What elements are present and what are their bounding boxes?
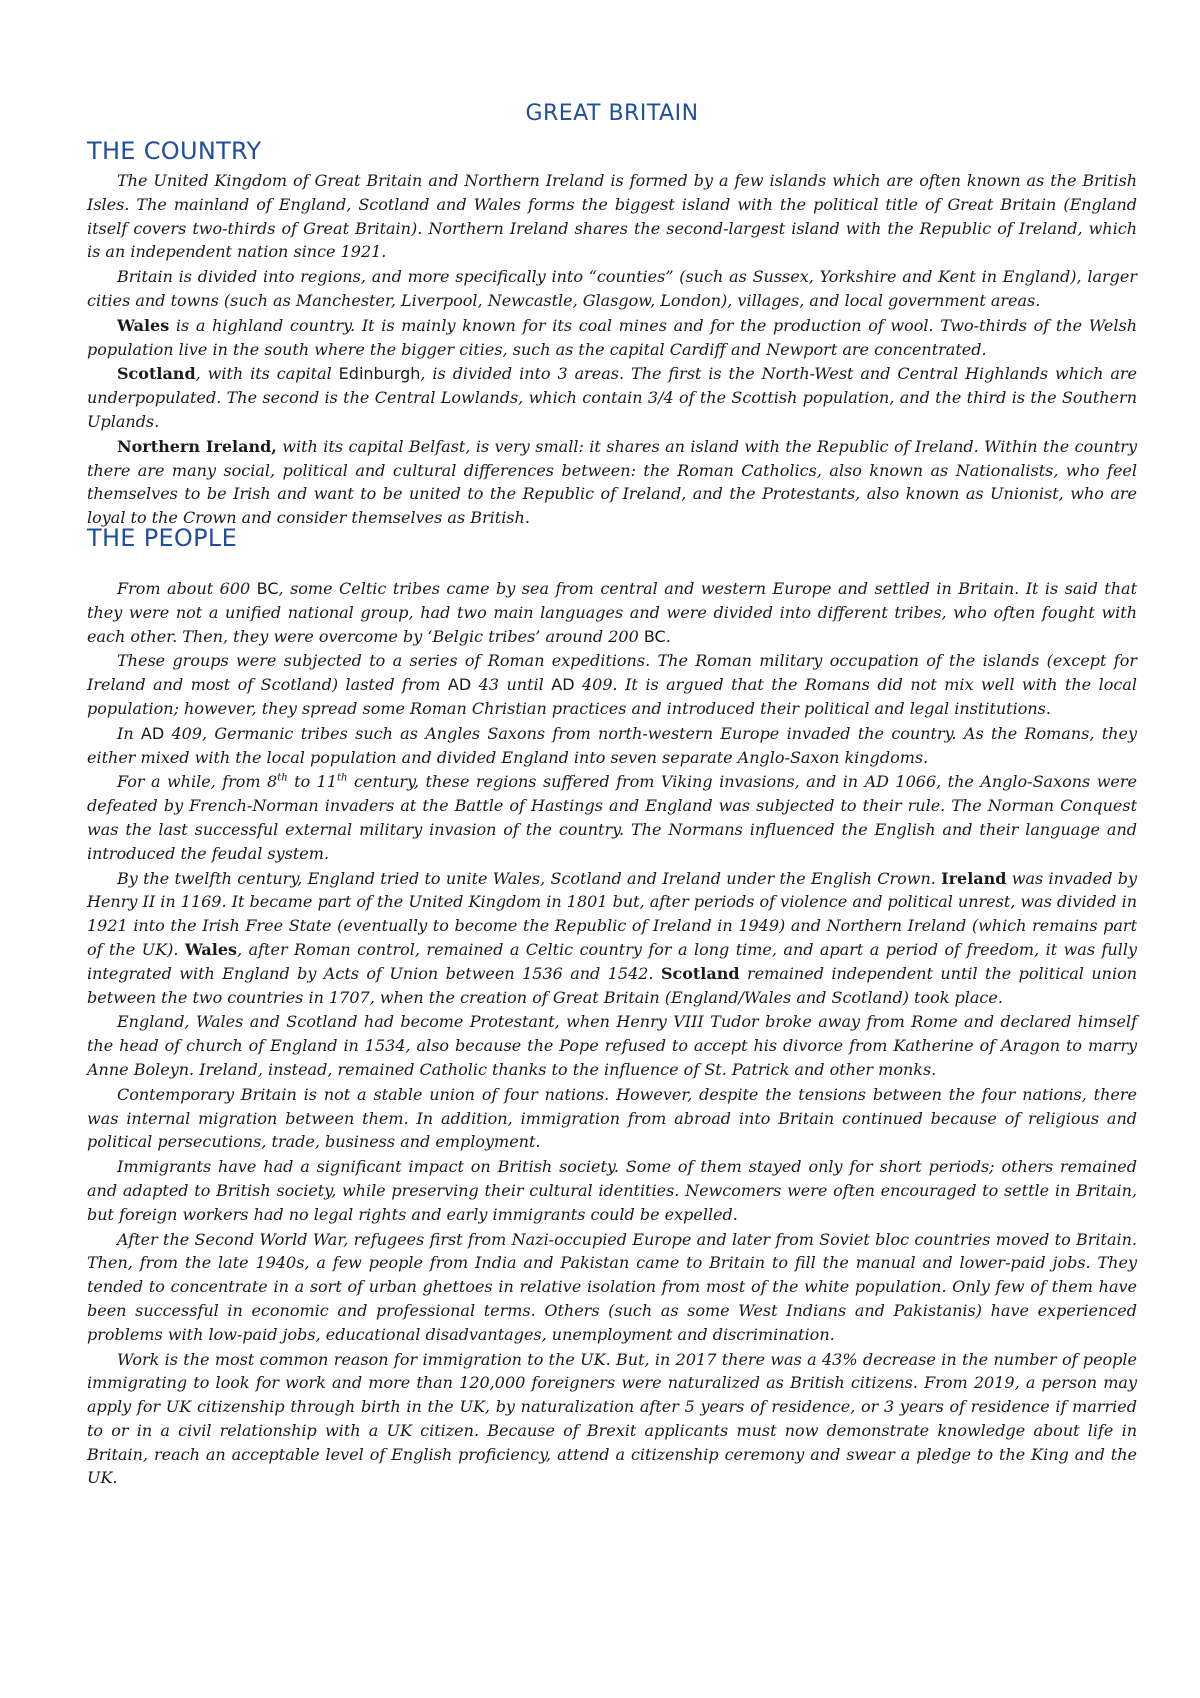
paragraph (87, 770, 1137, 865)
paragraph (87, 649, 1137, 720)
paragraph (87, 867, 1137, 1010)
paragraph (87, 1010, 1137, 1081)
paragraph-text: 409, Germanic tribes such as Angles Saxons from north-western Europe invaded the country. As the Romans, they either mixed with the local population and divided England into seven separate Anglo-Saxon kingdoms. (87, 723, 1137, 767)
paragraph-text: century, these regions suffered from Viking invasions, and in AD 1066, the Anglo-Saxons were defeated by French-Norman invaders at the Battle of Hastings and England was subjected to their rule. The Norman Conquest was the last successful external military invasion of the country. The Normans influenced the English and their language and introduced the feudal system. (87, 772, 1137, 863)
keyword: Scotland (117, 364, 196, 384)
keyword: Northern Ireland, (117, 436, 277, 456)
paragraph (87, 1155, 1137, 1226)
paragraph-text: 409. It is argued that the Romans did not mix well with the local population; however, they spread some Roman Christian practices and introduced their political and legal institutions. (87, 675, 1137, 718)
era-label: BC (256, 579, 279, 598)
paragraph-text: The United Kingdom of Great Britain and Northern Ireland is formed by a few islands which are often known as the British Isles. The mainland of England, Scotland and Wales forms the biggest island with the political title of Great Britain (England itself covers two-thirds of Great Britain). Northern Ireland shares the second-largest island with the Republic of Ireland, which is an independent nation since 1921. (87, 171, 1137, 262)
era-label: AD (447, 675, 472, 695)
paragraph (87, 1348, 1137, 1491)
paragraph (87, 169, 1137, 264)
paragraph-text: For a while, from 8 (117, 772, 278, 792)
section-heading-people: THE PEOPLE (87, 524, 238, 552)
paragraph-text: , with its capital (195, 364, 339, 384)
ordinal-suffix: th (337, 773, 348, 785)
paragraph (87, 265, 1137, 313)
paragraph-text: Contemporary Britain is not a stable union of four nations. However, despite the tensions between the four nations, there was internal migration between them. In addition, immigration from abroad into Britain continued because of religious and political persecutions, trade, business and employment. (87, 1084, 1137, 1152)
keyword: Wales (184, 939, 238, 959)
paragraph-text: , after Roman control, remained a Celtic country for a long time, and apart a period of freedom, it was fully integrated with England by Acts of Union between 1536 and 1542. (87, 939, 1137, 983)
section-country (87, 169, 1137, 530)
paragraph (87, 314, 1137, 362)
paragraph-text: , some Celtic tribes came by sea from central and western Europe and settled in Britain. It is said that they were not a unified national group, had two main languages and were divided into different tribes, who often fought with each other. Then, they were overcome by ‘Belgic tribes’ around 200 (87, 579, 1137, 646)
era-label: AD (140, 723, 165, 743)
paragraph-text: Work is the most common reason for immigration to the UK. But, in 2017 there was a 43% decrease in the number of people immigrating to look for work and more than 120,000 foreigners were naturalized as British citizens. From 2019, a person may apply for UK citizenship through birth in the UK, by naturalization after 5 years of residence, or 3 years of residence if married to or in a civil relationship with a UK citizen. Because of Brexit applicants must now demonstrate knowledge about life in Britain, reach an acceptable level of English proficiency, attend a citizenship ceremony and swear a pledge to the King and the UK. (87, 1349, 1137, 1488)
paragraph-text: These groups were subjected to a series of Roman expeditions. The Roman military occupation of the islands (except for Ireland and most of Scotland) lasted from (87, 651, 1137, 695)
paragraph-text: to 11 (287, 772, 338, 792)
paragraph (87, 435, 1137, 530)
era-label: AD (551, 675, 575, 695)
paragraph-text: with its capital Belfast, is very small: it shares an island with the Republic of Ireland. Within the country there are many social, political and cultural differences between: the Roman Catholics, also known as Nationalists, who feel themselves to be Irish and want to be united to the Republic of Ireland, and the Protestants, also known as Unionist, who are loyal to the Crown and consider themselves as British. (87, 436, 1137, 528)
document-title: GREAT BRITAIN (525, 101, 699, 126)
paragraph-text: England, Wales and Scotland had become Protestant, when Henry VIII Tudor broke away from Rome and declared himself the head of church of England in 1534, also because the Pope refused to accept his divorce from Katherine of Aragon to marry Anne Boleyn. Ireland, instead, remained Catholic thanks to the influence of St. Patrick and other monks. (87, 1012, 1137, 1079)
paragraph-text: In (117, 723, 141, 743)
keyword: Wales (117, 315, 170, 335)
paragraph (87, 577, 1137, 648)
paragraph-text: Immigrants have had a significant impact on British society. Some of them stayed only for short periods; others remained and adapted to British society, while preserving their cultural identities. Newcomers were often encouraged to settle in Britain, but foreign workers had no legal rights and early immigrants could be expelled. (87, 1157, 1137, 1224)
paragraph-text: , is divided into 3 areas. The first is the North-West and Central Highlands which are underpopulated. The second is the Central Lowlands, which contain 3/4 of the Scottish population, and the third is the Southern Uplands. (87, 364, 1137, 431)
paragraph-text: By the twelfth century, England tried to unite Wales, Scotland and Ireland under the English Crown. (117, 868, 942, 888)
paragraph-text: was invaded by Henry II in 1169. It became part of the United Kingdom in 1801 but, after periods of violence and political unrest, was divided in 1921 into the Irish Free State (eventually to become the Republic of Ireland in 1949) and Northern Ireland (which remains part of the UK). (87, 868, 1138, 959)
paragraph-text: After the Second World War, refugees first from Nazi-occupied Europe and later from Soviet bloc countries moved to Britain. Then, from the late 1940s, a few people from India and Pakistan came to Britain to fill the manual and lower-paid jobs. They tended to concentrate in a sort of urban ghettoes in relative isolation from most of the white population. Only few of them have been successful in economic and professional terms. Others (such as some West Indians and Pakistanis) have experienced problems with low-paid jobs, educational disadvantages, unemployment and discrimination. (87, 1229, 1137, 1344)
paragraph (87, 1083, 1137, 1154)
paragraph (87, 362, 1137, 433)
paragraph-text: . (665, 626, 671, 646)
paragraph-text: From about 600 (117, 579, 257, 598)
paragraph-text: 43 until (471, 675, 552, 695)
section-heading-country: THE COUNTRY (87, 137, 262, 165)
paragraph-text: is a highland country. It is mainly known for its coal mines and for the production of wool. Two-thirds of the Welsh population live in the south where the bigger cities, such as the capital Cardiff and Newport are concentrated. (87, 315, 1137, 359)
paragraph-text: Britain is divided into regions, and more specifically into “counties” (such as Sussex, Yorkshire and Kent in England), larger cities and towns (such as Manchester, Liverpool, Newcastle, Glasgow, London), villages, and local government areas. (87, 267, 1137, 310)
keyword: Scotland (660, 963, 740, 983)
city-name: Edinburgh (338, 364, 421, 384)
paragraph (87, 1228, 1137, 1347)
ordinal-suffix: th (277, 773, 288, 785)
era-label: BC (643, 626, 666, 646)
keyword: Ireland (941, 868, 1007, 888)
section-people (87, 577, 1137, 1490)
paragraph-text: remained independent until the political union between the two countries in 1707, when the creation of Great Britain (England/Wales and Scotland) took place. (87, 963, 1138, 1007)
paragraph (87, 722, 1137, 770)
